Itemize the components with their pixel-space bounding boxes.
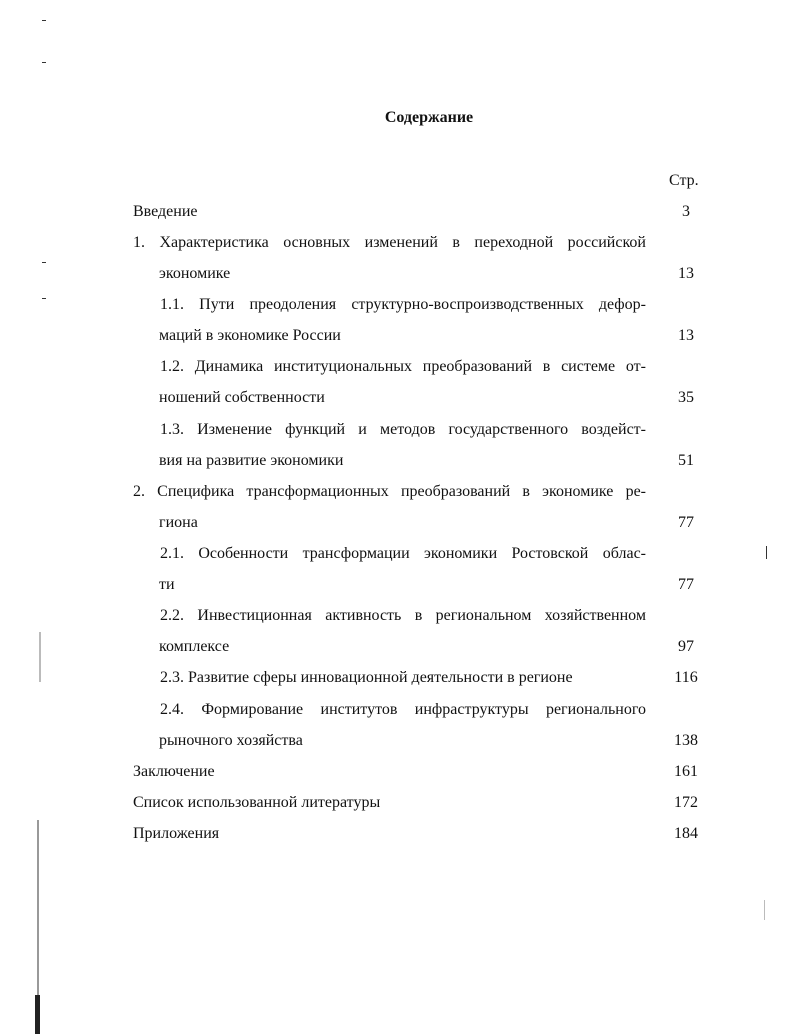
scan-artifact <box>42 20 46 21</box>
toc-entry-section-1-3-cont: вия на развитие экономики <box>159 452 344 469</box>
toc-entry-section-2-3: 2.3. Развитие сферы инновационной деятельности в регионе <box>160 669 573 686</box>
toc-page-number: 13 <box>678 327 694 344</box>
toc-entry-references: Список использованной литературы <box>133 794 381 811</box>
toc-entry-section-1-2-cont: ношений собственности <box>159 389 325 406</box>
toc-entry-chapter-1-cont: экономике <box>159 265 231 282</box>
page-title: Содержание <box>384 109 474 126</box>
toc-entry-appendices: Приложения <box>133 825 220 842</box>
toc-page-number: 51 <box>678 452 694 469</box>
toc-page-number: 77 <box>678 514 694 531</box>
toc-entry-section-1-1-cont: маций в экономике России <box>159 327 341 344</box>
scan-artifact <box>764 900 765 920</box>
scan-artifact <box>42 298 46 299</box>
toc-page-number: 13 <box>678 265 694 282</box>
toc-entry-section-2-1: 2.1. Особенности трансформации экономики Ростовской облас- <box>160 545 646 562</box>
toc-page-number: 184 <box>674 825 698 842</box>
toc-entry-chapter-2-cont: гиона <box>159 514 198 531</box>
toc-page-number: 138 <box>674 732 698 749</box>
toc-page-number: 3 <box>682 203 690 220</box>
toc-entry-section-1-1: 1.1. Пути преодоления структурно-воспроизводственных дефор- <box>160 296 646 313</box>
toc-entry-conclusion: Заключение <box>133 763 215 780</box>
toc-page-number: 77 <box>678 576 694 593</box>
scan-artifact <box>42 62 46 63</box>
scan-artifact <box>766 546 767 559</box>
toc-entry-section-2-2-cont: комплексе <box>159 638 230 655</box>
toc-entry-section-2-4-cont: рыночного хозяйства <box>159 732 303 749</box>
scan-edge-mark <box>35 995 40 1034</box>
scan-edge-line <box>37 820 39 1000</box>
toc-entry-chapter-2: 2. Специфика трансформационных преобразований в экономике ре- <box>133 483 646 500</box>
toc-entry-section-1-2: 1.2. Динамика институциональных преобразований в системе от- <box>160 358 646 375</box>
scan-artifact <box>42 262 46 263</box>
scan-artifact <box>39 632 41 682</box>
toc-entry-intro: Введение <box>133 203 198 220</box>
toc-entry-section-2-4: 2.4. Формирование институтов инфраструктуры регионального <box>160 701 646 718</box>
toc-page-number: 97 <box>678 638 694 655</box>
toc-page-number: 35 <box>678 389 694 406</box>
page-column-header: Стр. <box>669 172 699 189</box>
toc-page-number: 116 <box>674 669 698 686</box>
toc-entry-section-2-1-cont: ти <box>159 576 175 593</box>
toc-entry-section-1-3: 1.3. Изменение функций и методов государственного воздейст- <box>160 421 646 438</box>
toc-entry-chapter-1: 1. Характеристика основных изменений в переходной российской <box>133 234 646 251</box>
toc-page-number: 172 <box>674 794 698 811</box>
toc-page-number: 161 <box>674 763 698 780</box>
toc-entry-section-2-2: 2.2. Инвестиционная активность в региональном хозяйственном <box>160 607 646 624</box>
